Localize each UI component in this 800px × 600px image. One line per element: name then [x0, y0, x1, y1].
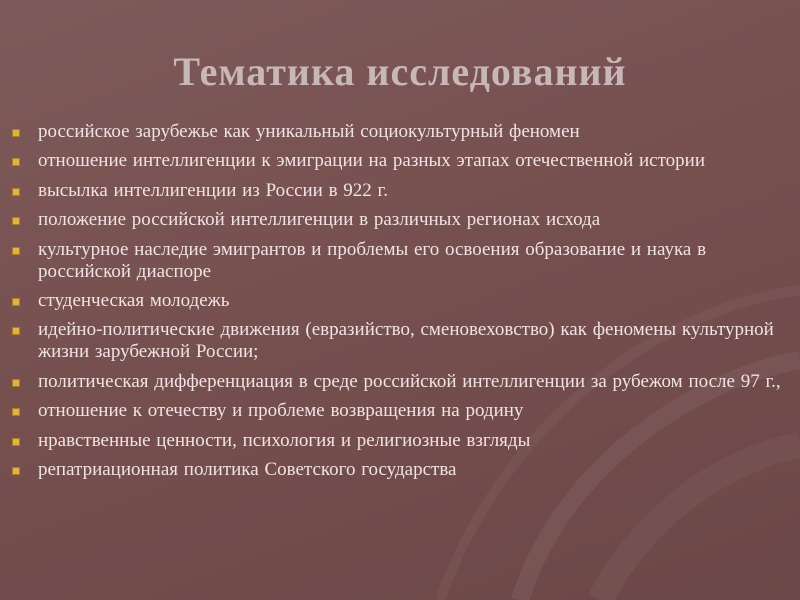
bullet-item	[12, 121, 788, 143]
square-bullet-icon	[12, 247, 20, 255]
bullet-item	[12, 430, 788, 452]
bullet-text: нравственные ценности, психология и религиозные взгляды	[38, 429, 531, 451]
bullet-item	[12, 371, 788, 393]
square-bullet-icon	[12, 327, 20, 335]
bullet-text: высылка интеллигенции из России в 922 г.	[38, 179, 388, 201]
bullet-item	[12, 150, 788, 172]
bullet-item	[12, 459, 788, 481]
square-bullet-icon	[12, 188, 20, 196]
bullet-text: отношение к отечеству и проблеме возвращения на родину	[38, 400, 524, 422]
square-bullet-icon	[12, 467, 20, 475]
bullet-text: идейно-политические движения (евразийство, сменовеховство) как феномены культурной жизни зарубежной России;	[38, 319, 774, 363]
square-bullet-icon	[12, 158, 20, 166]
bullet-item	[12, 319, 788, 363]
slide-title: Тематика исследований	[173, 49, 627, 94]
bullet-item	[12, 239, 788, 283]
square-bullet-icon	[12, 298, 20, 306]
bullet-item	[12, 290, 788, 312]
square-bullet-icon	[12, 438, 20, 446]
bullet-item	[12, 400, 788, 422]
bullet-text: студенческая молодежь	[38, 289, 230, 311]
bullet-item	[12, 209, 788, 231]
bullet-list	[12, 121, 788, 488]
square-bullet-icon	[12, 129, 20, 137]
bullet-text: репатриационная политика Советского государства	[38, 458, 457, 480]
square-bullet-icon	[12, 408, 20, 416]
square-bullet-icon	[12, 217, 20, 225]
bullet-text: положение российской интеллигенции в различных регионах исхода	[38, 209, 601, 231]
bullet-text: политическая дифференциация в среде российской интеллигенции за рубежом после 97 г.,	[38, 370, 781, 392]
square-bullet-icon	[12, 379, 20, 387]
bullet-text: российское зарубежье как уникальный социокультурный феномен	[38, 121, 580, 142]
bullet-text: культурное наследие эмигрантов и проблемы его освоения образование и наука в российской диаспоре	[38, 238, 707, 282]
bullet-text: отношение интеллигенции к эмиграции на разных этапах отечественной истории	[38, 150, 705, 172]
bullet-item	[12, 180, 788, 202]
